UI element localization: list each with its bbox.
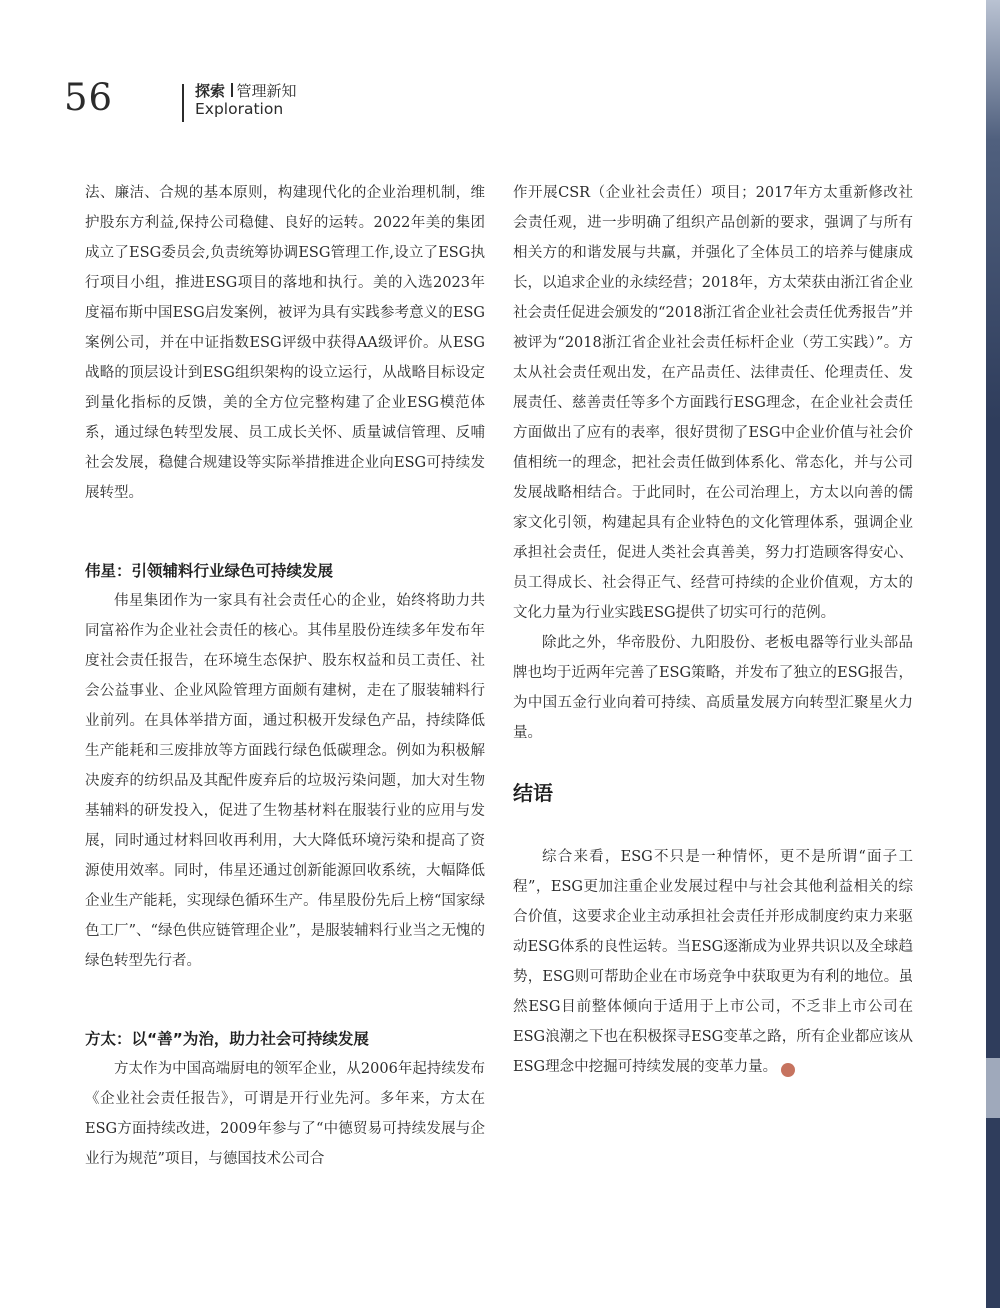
others-paragraph: 除此之外，华帝股份、九阳股份、老板电器等行业头部品牌也均于近两年完善了ESG策略，并发布了独立的ESG报告，为中国五金行业向着可持续、高质量发展方向转型汇聚星火力量。 [513, 635, 913, 741]
spacer [513, 748, 913, 778]
heading-conclusion: 结语 [513, 781, 553, 805]
subsection-title: 管理新知 [236, 82, 297, 100]
heading-fangtai: 方太：以“善”为治，助力社会可持续发展 [85, 1030, 369, 1048]
section-title: 探索 [195, 82, 226, 100]
heading-weixing: 伟星：引领辅料行业绿色可持续发展 [85, 562, 334, 580]
conclusion-text: 综合来看，ESG不只是一种情怀，更不是所谓“面子工程”，ESG更加注重企业发展过程中与社会其他利益相关的综合价值，这要求企业主动承担社会责任并形成制度约束力来驱动ESG体系的良性运转。当ESG逐渐成为业界共识以及全球趋势，ESG则可帮助企业在市场竞争中获取更为有利的地位。虽然ESG目前整体倾向于适用于上市公司，不乏非上市公司在ESG浪潮之下也在积极探寻ESG变革之路，所有企业都应该从ESG理念中挖掘可持续发展的变革力量。 [513, 849, 913, 1075]
header-divider [182, 84, 184, 122]
fangtai-paragraph: 方太作为中国高端厨电的领军企业，从2006年起持续发布《企业社会责任报告》，可谓是开行业先河。多年来，方太在ESG方面持续改进，2009年参与了“中德贸易可持续发展与企业行为规范”项目，与德国技术公司合 [85, 1061, 485, 1167]
page-number: 56 [64, 76, 114, 119]
spacer [85, 976, 485, 1024]
fangtai-continued-paragraph: 作开展CSR（企业社会责任）项目；2017年方太重新修改社会责任观，进一步明确了组织产品创新的要求，强调了与所有相关方的和谐发展与共赢，并强化了全体员工的培养与健康成长，以追求企业的永续经营；2018年，方太荣获由浙江省企业社会责任促进会颁发的“2018浙江省企业社会责任优秀报告”并被评为“2018浙江省企业社会责任标杆企业（劳工实践）”。方太从社会责任观出发，在产品责任、法律责任、伦理责任、发展责任、慈善责任等多个方面践行ESG理念，在企业社会责任方面做出了应有的表率，很好贯彻了ESG中企业价值与社会价值相统一的理念，把社会责任做到体系化、常态化，并与公司发展战略相结合。于此同时，在公司治理上，方太以向善的儒家文化引领，构建起具有企业特色的文化管理体系，强调企业承担社会责任，促进人类社会真善美，努力打造顾客得安心、员工得成长、社会得正气、经营可持续的企业价值观，方太的文化力量为行业实践ESG提供了切实可行的范例。 [513, 185, 913, 621]
section-title-english: Exploration [195, 100, 284, 118]
page-edge-tab [986, 1058, 1000, 1118]
end-of-article-icon: ◘ [781, 1063, 795, 1077]
spacer [513, 808, 913, 842]
section-separator [231, 83, 233, 97]
conclusion-paragraph [513, 842, 913, 1082]
section-label [195, 80, 297, 101]
weixing-paragraph: 伟星集团作为一家具有社会责任心的企业，始终将助力共同富裕作为企业社会责任的核心。其伟星股份连续多年发布年度社会责任报告，在环境生态保护、股东权益和员工责任、社会公益事业、企业风险管理方面颇有建树，走在了服装辅料行业前列。在具体举措方面，通过积极开发绿色产品，持续降低生产能耗和三废排放等方面践行绿色低碳理念。例如为积极解决废弃的纺织品及其配件废弃后的垃圾污染问题，加大对生物基辅料的研发投入，促进了生物基材料在服装行业的应用与发展，同时通过材料回收再利用，大大降低环境污染和提高了资源使用效率。同时，伟星还通过创新能源回收系统，大幅降低企业生产能耗，实现绿色循环生产。伟星股份先后上榜“国家绿色工厂”、“绿色供应链管理企业”，是服装辅料行业当之无愧的绿色转型先行者。 [85, 593, 485, 969]
intro-paragraph: 法、廉洁、合规的基本原则，构建现代化的企业治理机制，维护股东方利益,保持公司稳健、良好的运转。2022年美的集团成立了ESG委员会,负责统筹协调ESG管理工作,设立了ESG执行项目小组，推进ESG项目的落地和执行。美的入选2023年度福布斯中国ESG启发案例，被评为具有实践参考意义的ESG案例公司，并在中证指数ESG评级中获得AA级评价。从ESG战略的顶层设计到ESG组织架构的设立运行，从战略目标设定到量化指标的反馈，美的全方位完整构建了企业ESG模范体系，通过绿色转型发展、员工成长关怀、质量诚信管理、反哺社会发展，稳健合规建设等实际举措推进企业向ESG可持续发展转型。 [85, 185, 485, 501]
left-column [85, 178, 485, 1174]
right-column [513, 178, 913, 1082]
spacer [85, 508, 485, 556]
